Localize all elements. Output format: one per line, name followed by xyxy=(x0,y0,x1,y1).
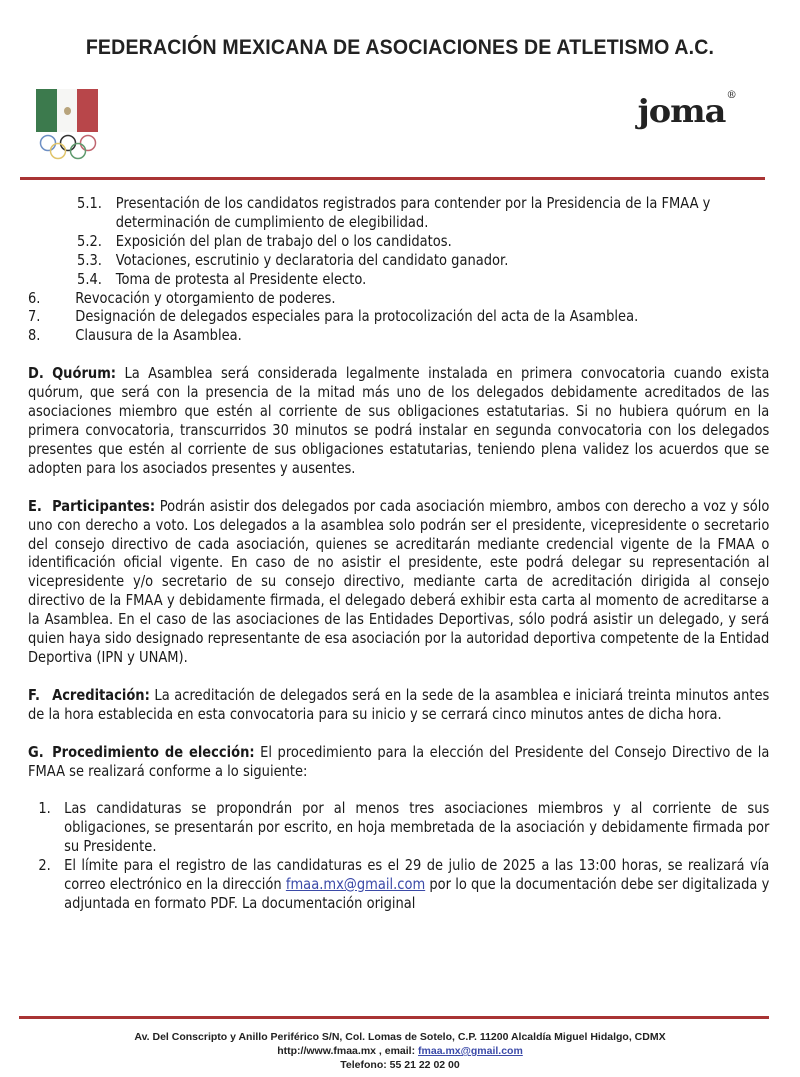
agenda-subitem xyxy=(28,251,769,270)
agenda-item xyxy=(28,289,769,308)
footer-web: http://www.fmaa.mx , email: xyxy=(277,1045,419,1057)
joma-wordmark: joma xyxy=(637,92,726,130)
item-text: Revocación y otorgamiento de poderes. xyxy=(75,288,336,307)
agenda-item xyxy=(28,307,769,326)
section-letter: F. xyxy=(28,685,40,704)
footer-address: Av. Del Conscripto y Anillo Periférico S/N, Col. Lomas de Sotelo, C.P. 11200 Alcaldía Miguel Hidalgo, CDMX xyxy=(134,1031,666,1043)
item-number: 7. xyxy=(28,307,41,326)
registered-mark: ® xyxy=(726,90,736,101)
item-number: 8. xyxy=(28,326,41,345)
step-text: Las candidaturas se propondrán por al menos tres asociaciones miembros y al corriente de sus obligaciones, se presentarán por escrito, en hoja membretada de la asociación y debidamente firmada por su Presidente. xyxy=(64,799,770,856)
step-number: 1. xyxy=(38,799,51,818)
section-letter: E. xyxy=(28,496,42,515)
agenda-subitems xyxy=(28,194,769,289)
section-heading: Procedimiento de elección: xyxy=(52,742,255,761)
agenda-subitem xyxy=(28,194,769,232)
item-number: 5.1. xyxy=(77,194,102,212)
section-heading: Participantes: xyxy=(52,496,156,515)
item-number: 5.3. xyxy=(77,250,102,269)
section-text: La Asamblea será considerada legalmente instalada en primera convocatoria cuando exista quórum, que será con la presencia de la mitad más uno de los delegados debidamente acreditados de las asociaciones miembro que estén al corriente de sus obligaciones estatutarias. Si no hubiera quórum en la primera convocatoria, transcurridos 30 minutos se podrá instalar en segunda convocatoria con los delegados presentes que estén al corriente de sus obligaciones estatutarias, teniendo plena validez los acuerdos que se adopten para los asociados presentes y ausentes. xyxy=(28,364,770,477)
footer-email-link[interactable]: fmaa.mx@gmail.com xyxy=(418,1045,523,1057)
section-participantes xyxy=(28,497,769,667)
olympic-rings-icon xyxy=(38,133,98,163)
agenda-item xyxy=(28,326,769,345)
election-step xyxy=(28,799,769,856)
footer-divider xyxy=(19,1016,769,1019)
item-text: Exposición del plan de trabajo del o los candidatos. xyxy=(115,231,452,250)
election-step xyxy=(28,856,769,913)
section-heading: Quórum: xyxy=(52,364,117,383)
section-text: La acreditación de delegados será en la sede de la asamblea e iniciará treinta minutos antes de la hora establecida en esta convocatoria para su inicio y se cerrará cinco minutos antes de dicha hora. xyxy=(28,685,770,723)
section-acreditacion xyxy=(28,686,769,724)
footer-contact xyxy=(0,1044,800,1058)
footer xyxy=(0,1030,800,1072)
document-body xyxy=(28,194,769,913)
header-divider xyxy=(20,177,765,180)
item-text: Presentación de los candidatos registrados para contender por la Presidencia de la FMAA y determinación de cumplimiento de elegibilidad. xyxy=(115,194,711,231)
election-steps xyxy=(28,799,769,912)
agenda-subitem xyxy=(28,232,769,251)
footer-phone: Telefono: 55 21 22 02 00 xyxy=(340,1059,460,1071)
agenda-items xyxy=(28,289,769,346)
item-text: Votaciones, escrutinio y declaratoria del candidato ganador. xyxy=(115,250,509,269)
agenda-subitem xyxy=(28,270,769,289)
item-text: Clausura de la Asamblea. xyxy=(75,326,242,345)
step-number: 2. xyxy=(38,856,51,875)
item-text: Toma de protesta al Presidente electo. xyxy=(115,269,367,288)
section-text: El procedimiento para la elección del Presidente del Consejo Directivo de la FMAA se realizará conforme a lo siguiente: xyxy=(28,742,770,780)
step-text-part: El límite para el registro de las candidaturas es el 29 de julio de 2025 a las 13:00 horas, se realizará vía correo electrónico en la dirección xyxy=(64,856,770,894)
section-procedimiento xyxy=(28,743,769,781)
step-text xyxy=(64,856,769,913)
section-heading: Acreditación: xyxy=(52,685,150,704)
joma-logo xyxy=(638,92,736,130)
item-number: 6. xyxy=(28,288,41,307)
email-link[interactable]: fmaa.mx@gmail.com xyxy=(285,875,426,894)
section-letter: G. xyxy=(28,742,44,761)
section-text: Podrán asistir dos delegados por cada asociación miembro, ambos con derecho a voz y sólo uno con derecho a voto. Los delegados a la asamblea solo podrán ser el presidente, vicepresidente o secretario del consejo directivo de cada asociación, quienes se acreditarán mediante credencial vigente de la FMAA o identificación oficial vigente. En caso de no asistir el presidente, este podrá delegar su representación al vicepresidente y/o secretario de su consejo directivo, mediante carta de acreditación dirigida al consejo directivo de la FMAA y debidamente firmada, el delegado deberá exhibir esta carta al momento de acreditarse a la Asamblea. En el caso de las asociaciones de las Entidades Deportivas, sólo podrá asistir un delegado, y será quien haya sido designado representante de esa asociación por la autoridad deportiva competente de la Entidad Deportiva (IPN y UNAM). xyxy=(28,496,770,666)
mexican-flag-logo xyxy=(36,89,98,132)
section-quorum xyxy=(28,364,769,477)
section-letter: D. xyxy=(28,364,44,383)
step-text-part: por lo que la documentación debe ser digitalizada y adjuntada en formato PDF. La documentación original xyxy=(64,875,770,912)
item-text: Designación de delegados especiales para la protocolización del acta de la Asamblea. xyxy=(75,307,639,326)
item-number: 5.4. xyxy=(77,269,102,288)
page-title: FEDERACIÓN MEXICANA DE ASOCIACIONES DE ATLETISMO A.C. xyxy=(85,36,715,59)
item-number: 5.2. xyxy=(77,231,102,250)
